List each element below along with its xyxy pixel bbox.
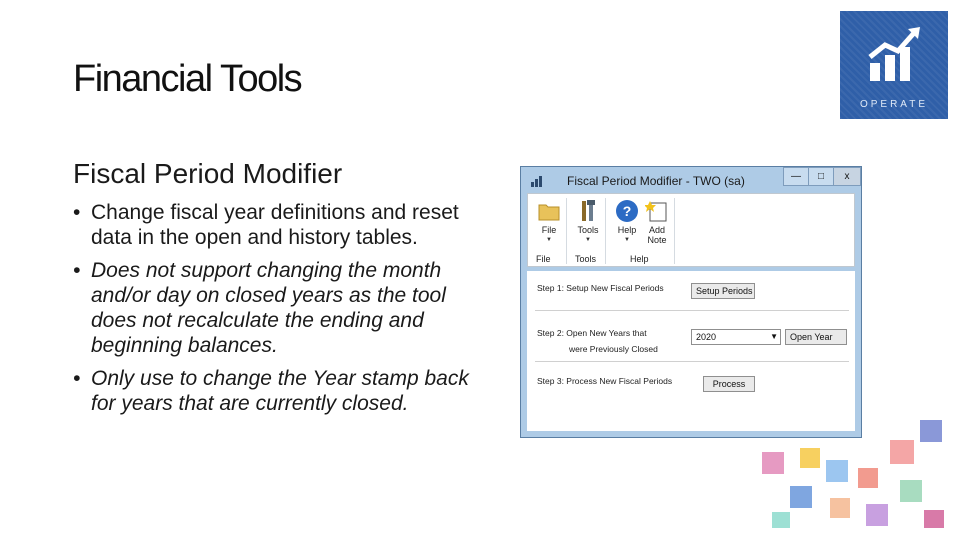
ribbon-separator (566, 198, 567, 264)
minimize-button[interactable]: — (783, 167, 809, 186)
ribbon-help-button[interactable] (612, 199, 642, 245)
ribbon-file-label: File (541, 225, 557, 235)
ribbon-add-note-label: Add Note (647, 225, 667, 245)
ribbon-group-tools: Tools (575, 254, 597, 264)
bullet-list (73, 200, 473, 424)
window-title: Fiscal Period Modifier - TWO (sa) (567, 174, 745, 188)
ribbon-file-button[interactable] (534, 199, 564, 245)
help-icon (615, 199, 639, 223)
ribbon-group-help: Help (630, 254, 649, 264)
process-button[interactable]: Process (703, 376, 755, 392)
tools-icon (576, 199, 600, 223)
fiscal-period-modifier-window (520, 166, 862, 438)
chevron-down-icon: ▼ (585, 237, 591, 243)
section-subtitle: Fiscal Period Modifier (73, 158, 343, 189)
window-content (527, 271, 855, 431)
ribbon-group-file: File (536, 254, 551, 264)
note-icon (645, 199, 669, 223)
ribbon (527, 193, 855, 267)
chevron-down-icon: ▼ (546, 237, 552, 243)
ribbon-help-label: Help (617, 225, 637, 235)
ribbon-tools-label: Tools (577, 225, 599, 235)
svg-text:?: ? (622, 203, 632, 219)
step2-sublabel: were Previously Closed (569, 344, 658, 354)
company-logo (840, 11, 948, 119)
bullet-item: • Does not support changing the month and/or day on closed years as the tool does not recalculate the ending and beginning balances. (73, 258, 473, 358)
folder-icon (537, 199, 561, 223)
bar-chart-arrow-icon (840, 11, 948, 101)
app-chart-icon (530, 174, 544, 188)
step3-label: Step 3: Process New Fiscal Periods (537, 376, 673, 386)
step1-label: Step 1: Setup New Fiscal Periods (537, 283, 664, 293)
chevron-down-icon: ▼ (770, 332, 778, 341)
bullet-item: • Change fiscal year definitions and reset data in the open and history tables. (73, 200, 473, 250)
year-select[interactable] (691, 329, 781, 345)
open-year-button[interactable]: Open Year (785, 329, 847, 345)
divider (535, 361, 849, 362)
divider (535, 310, 849, 311)
decorative-squares (760, 420, 950, 530)
ribbon-add-note-button[interactable] (642, 199, 672, 245)
maximize-button[interactable]: □ (808, 167, 834, 186)
ribbon-tools-button[interactable] (573, 199, 603, 245)
slide-title: Financial Tools (73, 58, 302, 100)
chevron-down-icon: ▼ (624, 237, 630, 243)
setup-periods-button[interactable]: Setup Periods (691, 283, 755, 299)
step2-label: Step 2: Open New Years that (537, 328, 647, 338)
close-button[interactable]: x (833, 167, 861, 186)
logo-text: OPERATE (859, 99, 929, 110)
ribbon-separator (605, 198, 606, 264)
ribbon-separator (674, 198, 675, 264)
bullet-item: • Only use to change the Year stamp back for years that are currently closed. (73, 366, 473, 416)
year-select-value: 2020 (696, 332, 717, 342)
